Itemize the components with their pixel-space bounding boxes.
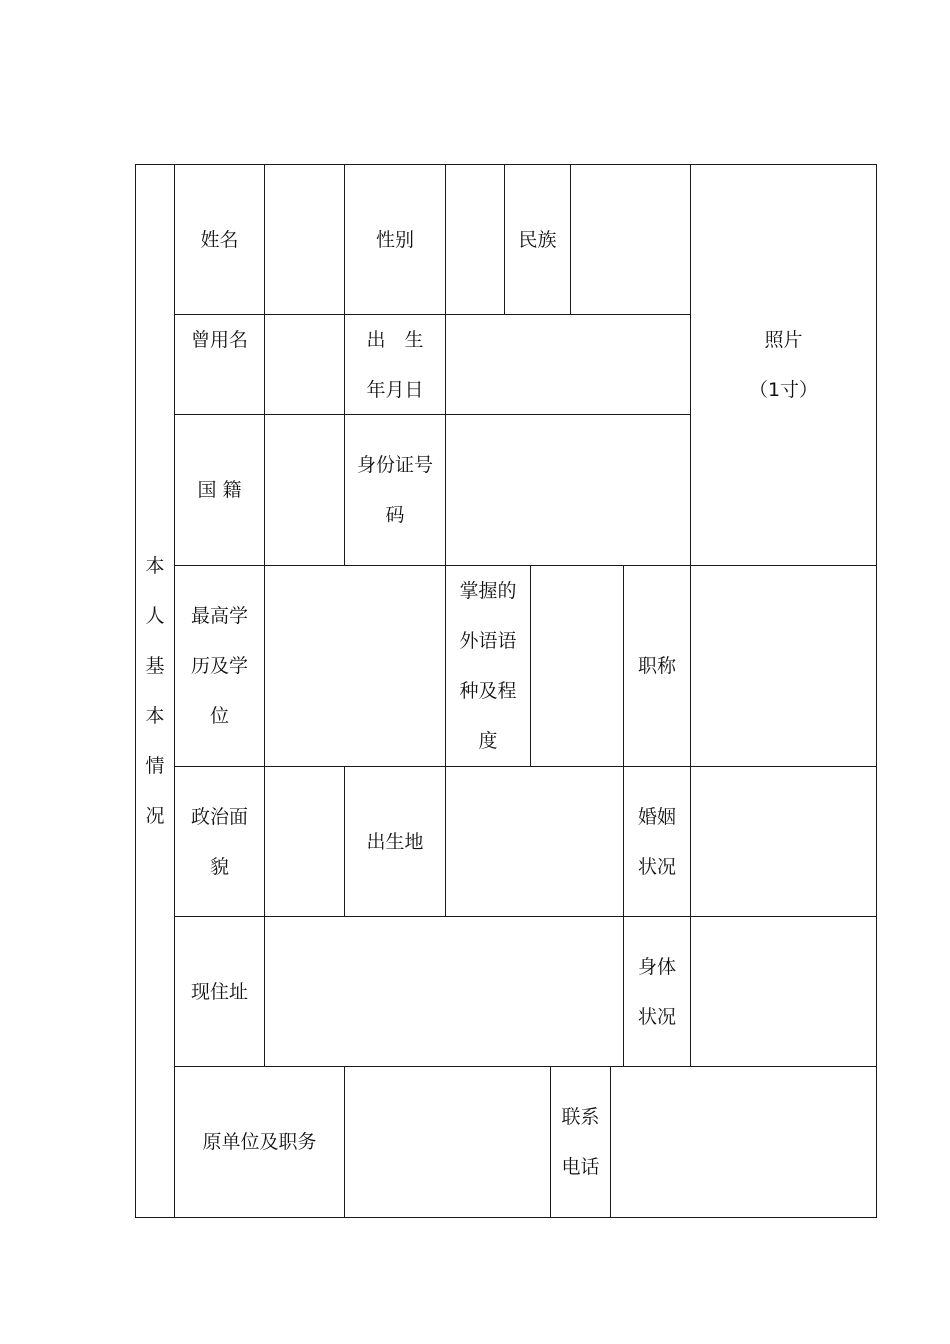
table-border-right [876,164,877,1218]
health-input[interactable] [691,917,876,1066]
section-label [136,165,174,1217]
title-input[interactable] [691,566,876,766]
language-label: 掌握的 外语语 种及程 度 [459,580,517,752]
former-name-input[interactable] [265,315,344,414]
section-label-char: 本 [145,705,165,727]
language-input[interactable] [531,566,623,766]
photo-size-label: （1寸） [748,379,819,401]
table-border-bottom [135,1217,877,1218]
former-unit-label: 原单位及职务 [202,1131,317,1153]
id-number-input[interactable] [446,415,690,565]
birthplace-input[interactable] [446,767,623,916]
address-input[interactable] [265,917,623,1066]
birth-date-input[interactable] [446,315,690,414]
health-label: 身体 状况 [637,955,676,1028]
section-label-char: 况 [145,805,165,827]
photo-area[interactable] [691,165,876,565]
section-label-char: 情 [145,755,165,777]
nationality-label: 国 籍 [197,479,242,501]
political-status-label: 政治面 貌 [190,805,248,878]
section-label-char: 本 [145,555,165,577]
section-label-char: 人 [145,605,165,627]
phone-label: 联系 电话 [561,1106,600,1178]
birth-date-label: 出 生 年月日 [366,328,424,401]
political-status-input[interactable] [265,767,344,916]
former-unit-input[interactable] [345,1067,550,1217]
id-number-label: 身份证号 码 [356,454,433,526]
photo-label: 照片 [764,329,803,351]
address-label: 现住址 [190,980,248,1003]
marital-status-label: 婚姻 状况 [637,805,676,878]
section-label-char: 基 [145,655,165,677]
birthplace-label: 出生地 [366,830,424,853]
ethnicity-label: 民族 [518,228,557,251]
personal-info-form [135,164,877,1218]
nationality-input[interactable] [265,415,344,565]
title-label: 职称 [637,655,676,677]
ethnicity-input[interactable] [571,165,690,314]
name-label: 姓名 [200,228,239,251]
gender-label: 性别 [375,228,414,251]
phone-input[interactable] [611,1067,876,1217]
marital-status-input[interactable] [691,767,876,916]
education-input[interactable] [265,566,445,766]
gender-input[interactable] [446,165,504,314]
education-label: 最高学 历及学 位 [190,605,248,727]
name-input[interactable] [265,165,344,314]
former-name-label: 曾用名 [190,329,248,351]
